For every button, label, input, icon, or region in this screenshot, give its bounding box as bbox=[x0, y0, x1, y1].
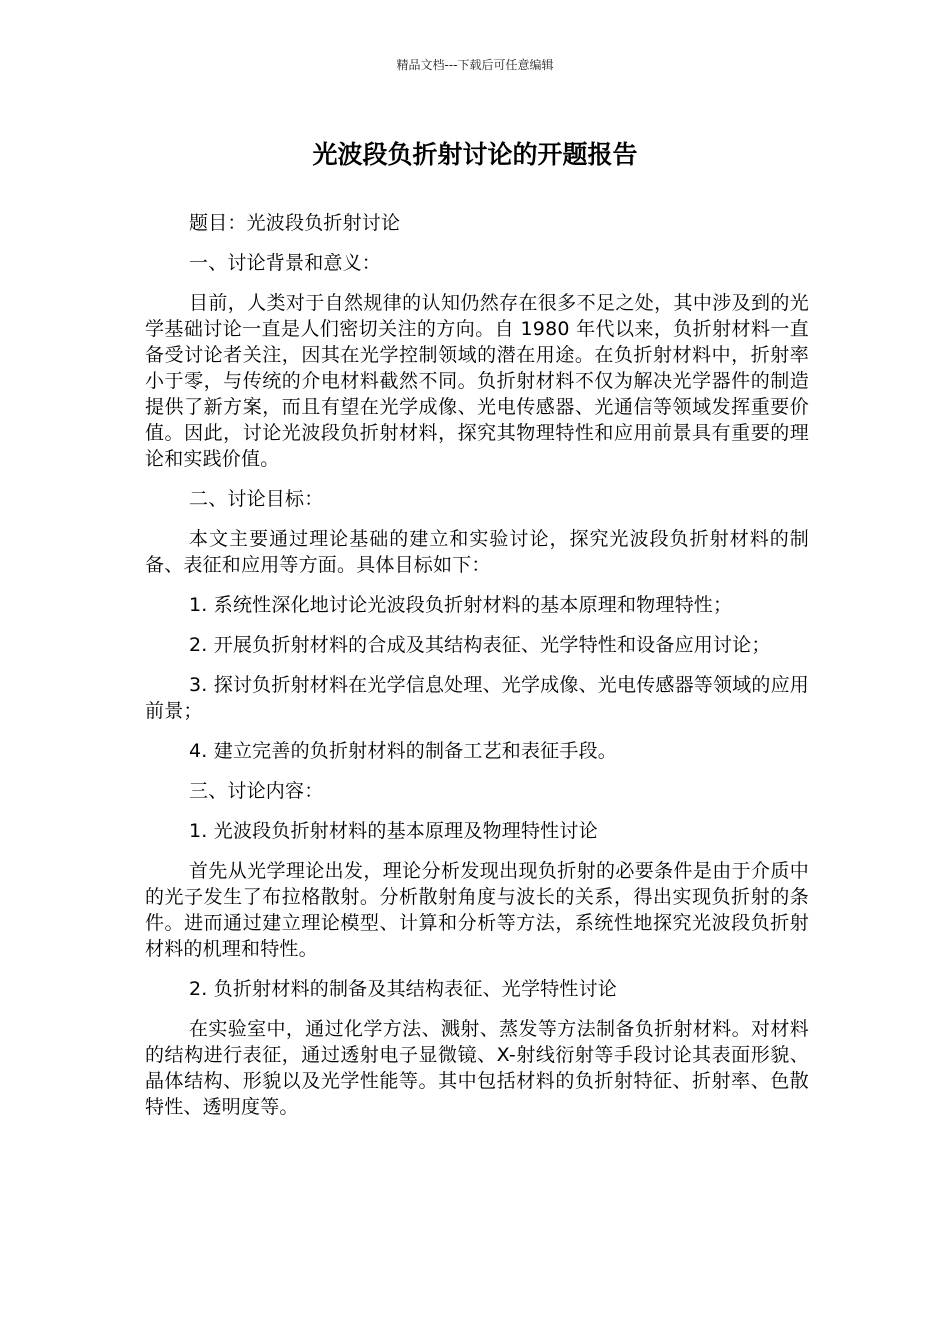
section-heading-background: 一、讨论背景和意义： bbox=[189, 252, 382, 274]
header-note: 精品文档---下载后可任意编辑 bbox=[396, 58, 554, 72]
goal-item-1: 1. 系统性深化地讨论光波段负折射材料的基本原理和物理特性； bbox=[189, 594, 733, 616]
paragraph-content-2: 在实验室中，通过化学方法、溅射、蒸发等方法制备负折射材料。对材料的结构进行表征，通过透射电子显微镜、X-射线衍射等手段讨论其表面形貌、晶体结构、形貌以及光学性能等。其中包括材料的负折射特征、折射率、色散特性、透明度等。 bbox=[145, 1018, 809, 1118]
goal-item-4: 4. 建立完善的负折射材料的制备工艺和表征手段。 bbox=[189, 740, 617, 762]
section-heading-goals: 二、讨论目标： bbox=[189, 488, 324, 510]
goal-item-2: 2. 开展负折射材料的合成及其结构表征、光学特性和设备应用讨论； bbox=[189, 634, 771, 656]
document-title: 光波段负折射讨论的开题报告 bbox=[312, 140, 638, 169]
paragraph-topic: 题目：光波段负折射讨论 bbox=[189, 212, 401, 234]
paragraph-goals-intro: 本文主要通过理论基础的建立和实验讨论，探究光波段负折射材料的制备、表征和应用等方面。具体目标如下： bbox=[145, 528, 809, 576]
goal-item-3: 3. 探讨负折射材料在光学信息处理、光学成像、光电传感器等领域的应用前景； bbox=[145, 674, 809, 722]
content-subheading-1: 1. 光波段负折射材料的基本原理及物理特性讨论 bbox=[189, 820, 598, 842]
section-heading-content: 三、讨论内容： bbox=[189, 780, 324, 802]
paragraph-content-1: 首先从光学理论出发，理论分析发现出现负折射的必要条件是由于介质中的光子发生了布拉格散射。分析散射角度与波长的关系，得出实现负折射的条件。进而通过建立理论模型、计算和分析等方法，系统性地探究光波段负折射材料的机理和特性。 bbox=[145, 860, 809, 960]
document-body bbox=[145, 210, 809, 1134]
content-subheading-2: 2. 负折射材料的制备及其结构表征、光学特性讨论 bbox=[189, 978, 617, 1000]
paragraph-background: 目前，人类对于自然规律的认知仍然存在很多不足之处，其中涉及到的光学基础讨论一直是人们密切关注的方向。自 1980 年代以来，负折射材料一直备受讨论者关注，因其在光学控制领域的潜在用途。在负折射材料中，折射率小于零，与传统的介电材料截然不同。负折射材料不仅为解决光学器件的制造提供了新方案，而且有望在光学成像、光电传感器、光通信等领域发挥重要价值。因此，讨论光波段负折射材料，探究其物理特性和应用前景具有重要的理论和实践价值。 bbox=[145, 292, 809, 470]
